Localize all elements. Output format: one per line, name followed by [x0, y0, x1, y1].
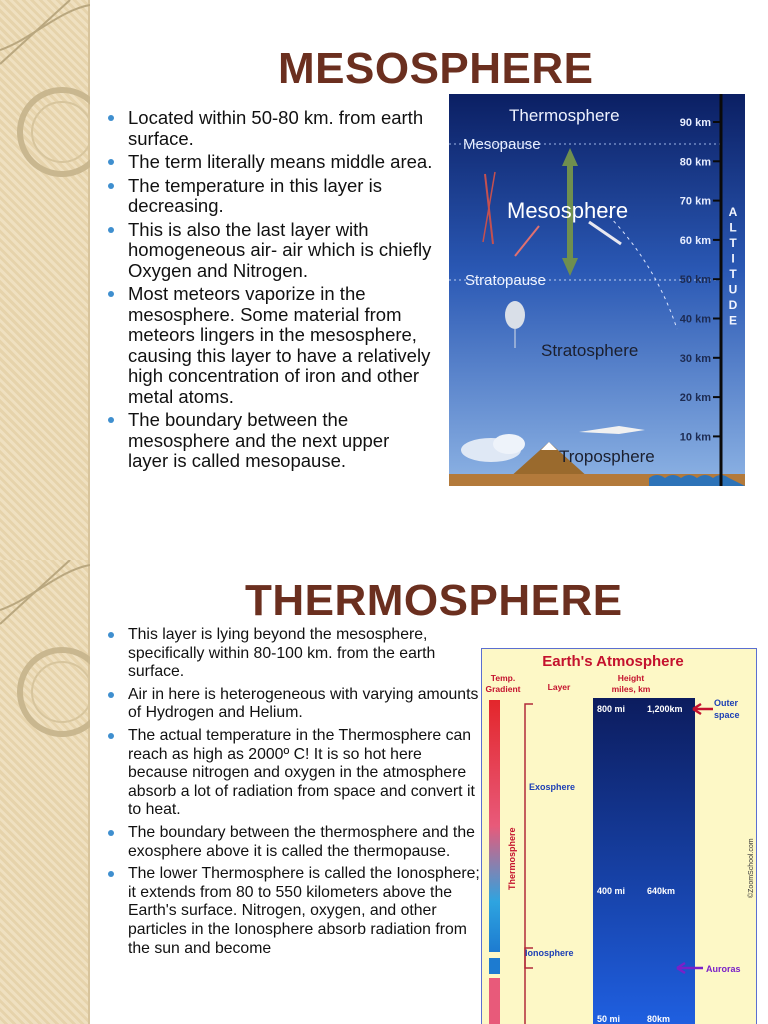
- altitude-axis-letter: T: [729, 267, 737, 281]
- atmosphere-column: [593, 698, 695, 1024]
- altitude-tick-label: 60 km: [679, 234, 711, 247]
- list-item: Air in here is heterogeneous with varying amounts of Hydrogen and Helium.: [104, 686, 480, 723]
- list-item: Located within 50-80 km. from earth surface.: [104, 108, 434, 149]
- altitude-axis-letter: L: [729, 220, 737, 235]
- layer-label: Thermosphere: [509, 106, 620, 125]
- layer-label: Troposphere: [559, 447, 655, 466]
- column-header: Layer: [547, 682, 571, 692]
- column-header: Height: [617, 673, 645, 683]
- layer-label: space: [714, 710, 740, 720]
- height-label: 50 mi: [597, 1014, 621, 1024]
- slide-thermosphere: [0, 560, 768, 1024]
- list-item: The boundary between the thermosphere and the exosphere above it is called the thermopause.: [104, 824, 480, 861]
- height-label: 800 mi: [597, 704, 626, 714]
- altitude-tick-label: 20 km: [679, 392, 711, 405]
- decorative-swirl-icon: [0, 560, 90, 1024]
- altitude-tick-label: 40 km: [679, 313, 711, 326]
- layer-label: Auroras: [706, 964, 741, 974]
- list-item: The term literally means middle area.: [104, 152, 434, 173]
- altitude-axis-letter: U: [728, 282, 738, 297]
- altitude-axis-letter: I: [731, 251, 735, 266]
- list-item: This is also the last layer with homogeneous air- air which is chiefly Oxygen and Nitrogen.: [104, 220, 434, 282]
- layer-label: Thermosphere: [507, 827, 517, 890]
- altitude-axis-letter: T: [729, 236, 737, 250]
- list-item: The boundary between the mesosphere and the next upper layer is called mesopause.: [104, 410, 434, 472]
- list-item: This layer is lying beyond the mesosphere, specifically within 80-100 km. from the earth surface.: [104, 626, 480, 682]
- decorative-swirl-icon: [0, 0, 90, 560]
- height-label: 640km: [647, 886, 676, 896]
- decorative-side-stripe: [0, 0, 90, 560]
- balloon-icon: [505, 301, 525, 329]
- page-title: THERMOSPHERE: [245, 576, 623, 625]
- altitude-tick-label: 10 km: [679, 431, 711, 444]
- list-item: The actual temperature in the Thermosphere can reach as high as 2000º C! It is so hot here because nitrogen and oxygen in the atmosphere absorb a lot of radiation from space and convert it to heat.: [104, 727, 480, 820]
- bullet-list: [104, 626, 480, 962]
- temperature-gradient-bar: [489, 700, 500, 952]
- column-header: Gradient: [485, 684, 521, 694]
- column-header: Temp.: [490, 673, 516, 683]
- decorative-side-stripe: [0, 560, 90, 1024]
- layer-label: Mesopause: [463, 136, 541, 153]
- layer-label: Stratosphere: [541, 341, 639, 360]
- page-title: MESOSPHERE: [278, 44, 594, 93]
- layer-label: Exosphere: [529, 782, 576, 792]
- layer-label: Ionosphere: [525, 948, 574, 958]
- list-item: Most meteors vaporize in the mesosphere. Some material from meteors lingers in the mesosphere, causing this layer to have a relatively high concentration of iron and other metal atoms.: [104, 284, 434, 407]
- earths-atmosphere-figure: [481, 648, 757, 1024]
- layer-label: Mesosphere: [507, 198, 629, 223]
- height-label: 80km: [647, 1014, 671, 1024]
- column-header: miles, km: [611, 684, 651, 694]
- height-label: 400 mi: [597, 886, 626, 896]
- altitude-axis-letter: D: [728, 298, 738, 312]
- layer-label: Stratopause: [465, 272, 546, 289]
- figure-title: Earth's Atmosphere: [542, 653, 684, 670]
- altitude-tick-label: 90 km: [679, 117, 711, 129]
- mesosphere-figure: [449, 94, 745, 486]
- altitude-tick-label: 80 km: [679, 156, 711, 169]
- height-label: 1,200km: [647, 704, 683, 714]
- layer-label: Outer: [714, 698, 739, 708]
- altitude-letters: [729, 205, 738, 328]
- altitude-tick-label: 70 km: [679, 195, 711, 208]
- bullet-list: [104, 108, 434, 475]
- altitude-tick-label: 30 km: [679, 352, 711, 365]
- list-item: The temperature in this layer is decreasing.: [104, 176, 434, 217]
- altitude-axis-letter: A: [728, 205, 738, 219]
- altitude-tick-label: 50 km: [679, 274, 711, 287]
- figure-credit: ©ZoomSchool.com: [748, 838, 755, 898]
- list-item: The lower Thermosphere is called the Ionosphere; it extends from 80 to 550 kilometers above the Earth's surface. Nitrogen, oxygen, and other particles in the Ionosphere absorb radiation from the sun and become: [104, 865, 480, 958]
- altitude-axis-letter: E: [728, 313, 738, 328]
